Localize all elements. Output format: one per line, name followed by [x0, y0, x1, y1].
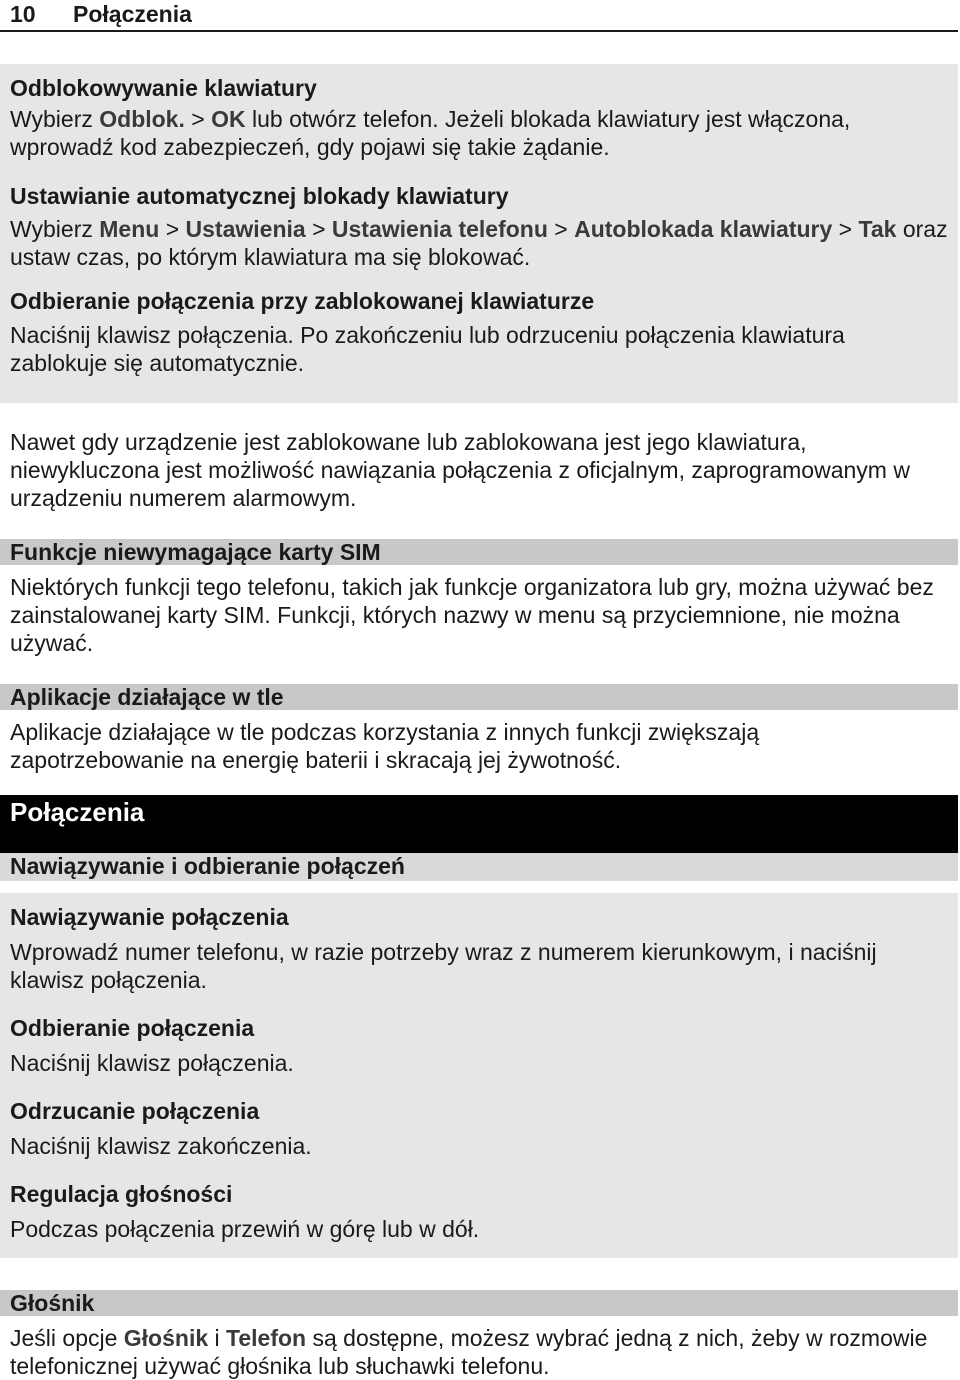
answer-locked-heading: Odbieranie połączenia przy zablokowanej klawiaturze	[10, 288, 595, 314]
menu-option-phone: Telefon	[226, 1325, 307, 1351]
menu-option-ok: OK	[211, 106, 246, 132]
section-title: Nawiązywanie i odbieranie połączeń	[0, 853, 958, 881]
speaker-heading: Głośnik	[0, 1290, 958, 1316]
calls-box	[0, 893, 958, 1258]
make-call-heading: Nawiązywanie połączenia	[10, 904, 289, 930]
background-apps-text: Aplikacje działające w tle podczas korzystania z innych funkcji zwiększają zapotrzebowanie na energię baterii i skracają jej żywotność.	[10, 719, 760, 773]
unlock-heading: Odblokowywanie klawiatury	[10, 75, 317, 101]
running-header	[0, 0, 958, 32]
no-sim-heading: Funkcje niewymagające karty SIM	[0, 539, 958, 565]
reject-call-heading: Odrzucanie połączenia	[10, 1098, 260, 1124]
menu-option-unlock: Odblok.	[99, 106, 185, 132]
speaker-text: Jeśli opcje Głośnik i Telefon są dostępne, możesz wybrać jedną z nich, żeby w rozmowie telefonicznej używać głośnika lub słuchawki telefonu.	[10, 1325, 928, 1379]
emergency-note: Nawet gdy urządzenie jest zablokowane lub zablokowana jest jego klawiatura, niewykluczona jest możliwość nawiązania połączenia z oficjalnym, zaprogramowanym w urządzeniu numerem alarmowym.	[10, 429, 910, 511]
reject-call-text: Naciśnij klawisz zakończenia.	[10, 1133, 312, 1159]
answer-locked-text: Naciśnij klawisz połączenia. Po zakończeniu lub odrzuceniu połączenia klawiatura zablokuje się automatycznie.	[10, 322, 845, 376]
no-sim-text: Niektórych funkcji tego telefonu, takich jak funkcje organizatora lub gry, można używać bez zainstalowanej karty SIM. Funkcji, których nazwy w menu są przyciemnione, nie można używać.	[10, 574, 934, 656]
autolock-text: Wybierz Menu > Ustawienia > Ustawienia telefonu > Autoblokada klawiatury > Tak oraz ustaw czas, po którym klawiatura ma się blokować.	[10, 216, 948, 270]
menu-option-speaker: Głośnik	[123, 1325, 209, 1351]
answer-call-text: Naciśnij klawisz połączenia.	[10, 1050, 294, 1076]
keypad-lock-box	[0, 64, 958, 403]
background-apps-heading: Aplikacje działające w tle	[0, 684, 958, 710]
make-call-text: Wprowadź numer telefonu, w razie potrzeby wraz z numerem kierunkowym, i naciśnij klawisz połączenia.	[10, 939, 877, 993]
volume-heading: Regulacja głośności	[10, 1181, 233, 1207]
answer-call-heading: Odbieranie połączenia	[10, 1015, 255, 1041]
chapter-title: Połączenia	[0, 795, 958, 853]
volume-text: Podczas połączenia przewiń w górę lub w dół.	[10, 1216, 480, 1242]
running-title: Połączenia	[73, 1, 192, 27]
page-number: 10	[10, 1, 36, 27]
unlock-text: Wybierz Odblok. > OK lub otwórz telefon. Jeżeli blokada klawiatury jest włączona, wprowadź kod zabezpieczeń, gdy pojawi się takie żądanie.	[10, 106, 851, 160]
autolock-heading: Ustawianie automatycznej blokady klawiatury	[10, 183, 509, 209]
